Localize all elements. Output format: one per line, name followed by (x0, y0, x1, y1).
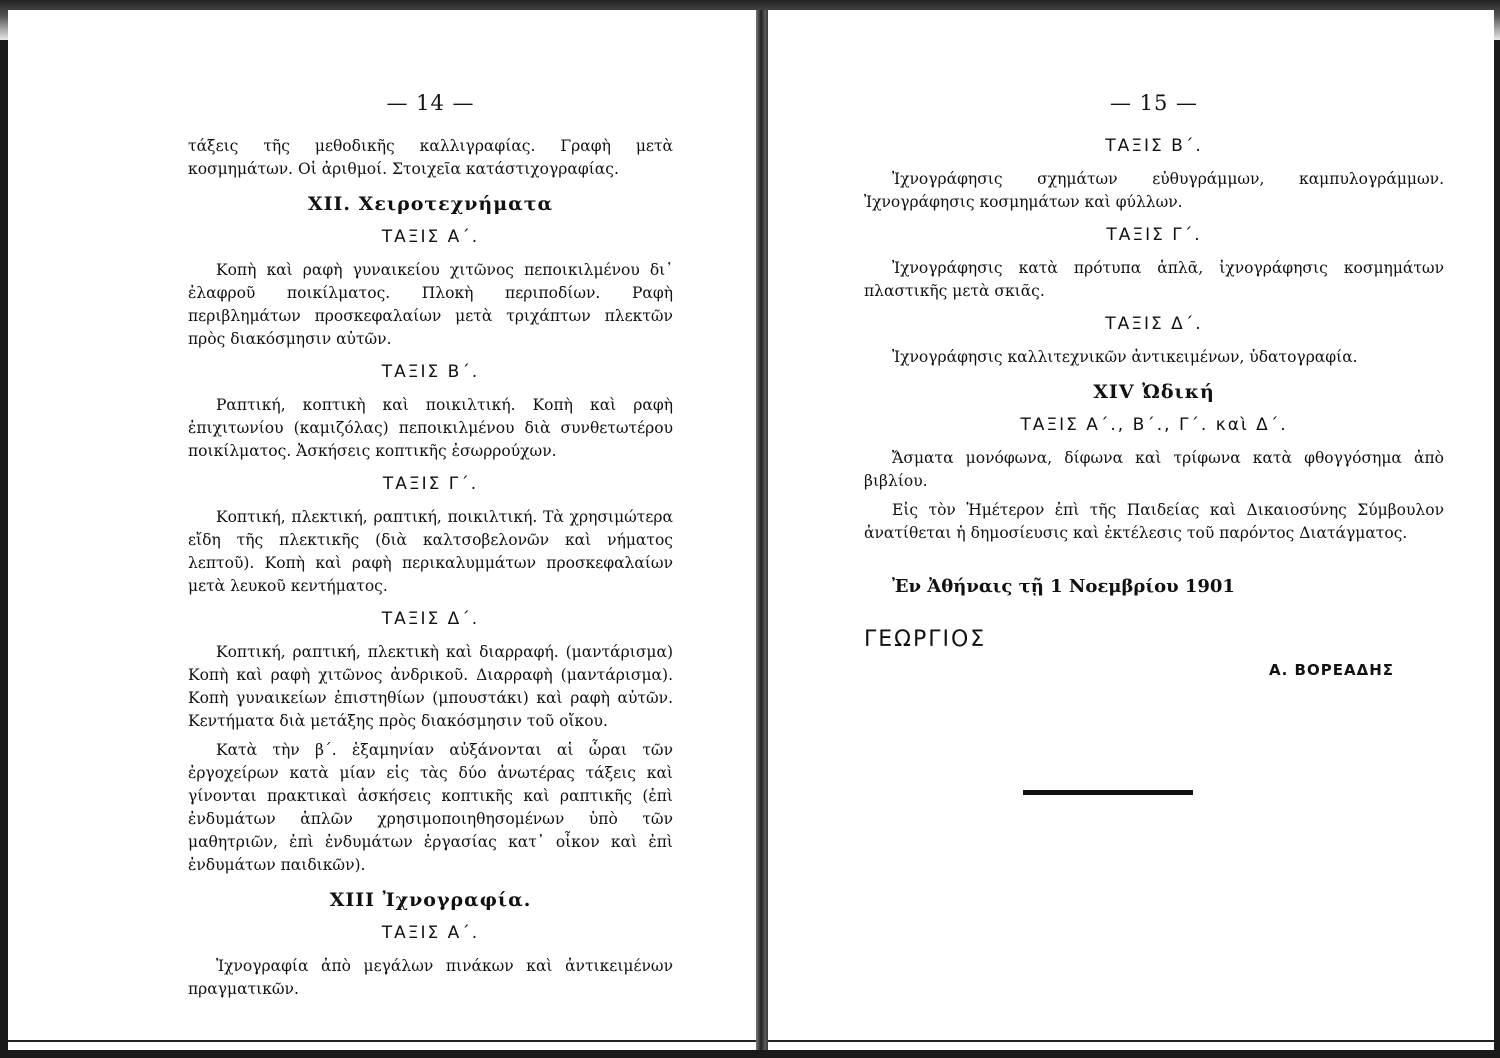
class-heading-d: ΤΑΞΙΣ Δ΄. (1105, 314, 1203, 334)
page-bottom-edge (768, 1040, 1494, 1042)
intro-text: τάξεις τῆς μεθοδικῆς καλλιγραφίας. Γραφὴ μετὰ κοσμημάτων. Οἱ ἀριθμοί. Στοιχεῖα κατάστιχογραφίας. (188, 137, 673, 178)
left-page-content (188, 88, 673, 1007)
paragraph-b: Ραπτική, κοπτικὴ καὶ ποικιλτική. Κοπὴ καὶ ραφὴ ἐπιχιτωνίου (καμιζόλας) πεποικιλμένου διὰ συνθετωτέρου ποικίλματος. Ἀσκήσεις κοπτικῆς ἐσωρρούχων. (188, 396, 673, 460)
paragraph-xiv: Ἄσματα μονόφωνα, δίφωνα καὶ τρίφωνα κατὰ φθογγόσημα ἀπὸ βιβλίου. (864, 449, 1444, 490)
section-heading-xiv: XIV Ὠδική (1093, 381, 1215, 403)
right-page-content (864, 88, 1444, 682)
page-bottom-edge (8, 1040, 756, 1042)
book-gutter (756, 10, 766, 1050)
signature-king: ΓΕΩΡΓΙΟΣ (864, 627, 987, 652)
paragraph-d: Ἰχνογράφησις καλλιτεχνικῶν ἀντικειμένων, ὑδατογραφία. (892, 348, 1358, 366)
left-page (8, 10, 756, 1050)
paragraph-a: Κοπὴ καὶ ραφὴ γυναικείου χιτῶνος πεποικιλμένου δι᾽ ἐλαφροῦ ποικίλματος. Πλοκὴ περιποδίων. Ραφὴ περιβλημάτων προσκεφαλαίων μετὰ τριχάπτων πλεκτῶν πρὸς διακόσμησιν αὐτῶν. (188, 261, 673, 348)
section-heading-xii: XII. Χειροτεχνήματα (307, 193, 554, 215)
paragraph-d2: Κατὰ τὴν β΄. ἑξαμηνίαν αὐξάνονται αἱ ὧραι τῶν ἐργοχείρων κατὰ μίαν εἰς τὰς δύο ἀνωτέρας τάξεις καὶ γίνονται πρακτικαὶ ἀσκήσεις κοπτικῆς καὶ ραπτικῆς (ἐπὶ ἐνδυμάτων ἁπλῶν χρησιμοποιηθησομένων ὑπὸ τῶν μαθητριῶν, ἐπὶ ἐνδυμάτων ἐργασίας κατ᾽ οἶκον καὶ ἐπὶ ἐνδυμάτων παιδικῶν). (188, 741, 673, 874)
right-page (766, 10, 1494, 1050)
paragraph-b: Ἰχνογράφησις σχημάτων εὐθυγράμμων, καμπυλογράμμων. Ἰχνογράφησις κοσμημάτων καὶ φύλλων. (864, 170, 1444, 211)
end-rule (1023, 790, 1193, 795)
paragraph-g: Ἰχνογράφησις κατὰ πρότυπα ἁπλᾶ, ἰχνογράφησις κοσμημάτων πλαστικῆς μετὰ σκιᾶς. (864, 259, 1444, 300)
paragraph-closing: Εἰς τὸν Ἡμέτερον ἐπὶ τῆς Παιδείας καὶ Δικαιοσύνης Σύμβουλον ἀνατίθεται ἡ δημοσίευσις καὶ ἐκτέλεσις τοῦ παρόντος Διατάγματος. (864, 501, 1444, 542)
page-number: — 14 — (386, 91, 475, 115)
book-spread (8, 10, 1492, 1050)
page-number: — 15 — (1109, 91, 1199, 115)
paragraph-g: Κοπτική, πλεκτική, ραπτική, ποικιλτική. Τὰ χρησιμώτερα εἴδη τῆς πλεκτικῆς (διὰ καλτσοβελονῶν καὶ νήματος λεπτοῦ). Κοπὴ καὶ ραφὴ περικαλυμμάτων προσκεφαλαίων μετὰ λευκοῦ κεντήματος. (188, 508, 673, 595)
paragraph-d1: Κοπτική, ραπτική, πλεκτικὴ καὶ διαρραφή. (μαντάρισμα) Κοπὴ καὶ ραφὴ χιτῶνος ἀνδρικοῦ. Διαρραφὴ (μαντάρισμα). Κοπὴ γυναικείων ἐπιστηθίων (μπουστάκι) καὶ ραφὴ αὐτῶν. Κεντήματα διὰ μετάξης πρὸς διακόσμησιν τοῦ οἴκου. (188, 643, 673, 730)
class-heading-all: ΤΑΞΙΣ Α΄., Β΄., Γ΄. καὶ Δ΄. (1020, 415, 1288, 435)
decree-date: Ἐν Ἀθήναις τῇ 1 Νοεμβρίου 1901 (892, 576, 1235, 597)
class-heading-a2: ΤΑΞΙΣ Α΄. (381, 923, 480, 943)
signature-minister: Α. ΒΟΡΕΑΔΗΣ (1269, 661, 1394, 679)
class-heading-a: ΤΑΞΙΣ Α΄. (381, 227, 480, 247)
class-heading-b: ΤΑΞΙΣ Β΄. (1105, 136, 1203, 156)
class-heading-b: ΤΑΞΙΣ Β΄. (381, 362, 480, 382)
class-heading-g: ΤΑΞΙΣ Γ΄. (1106, 225, 1202, 245)
class-heading-d: ΤΑΞΙΣ Δ΄. (381, 609, 480, 629)
paragraph-xiii-a: Ἰχνογραφία ἀπὸ μεγάλων πινάκων καὶ ἀντικειμένων πραγματικῶν. (188, 957, 673, 998)
class-heading-g: ΤΑΞΙΣ Γ΄. (382, 474, 479, 494)
section-heading-xiii: XIII Ἰχνογραφία. (329, 889, 532, 911)
